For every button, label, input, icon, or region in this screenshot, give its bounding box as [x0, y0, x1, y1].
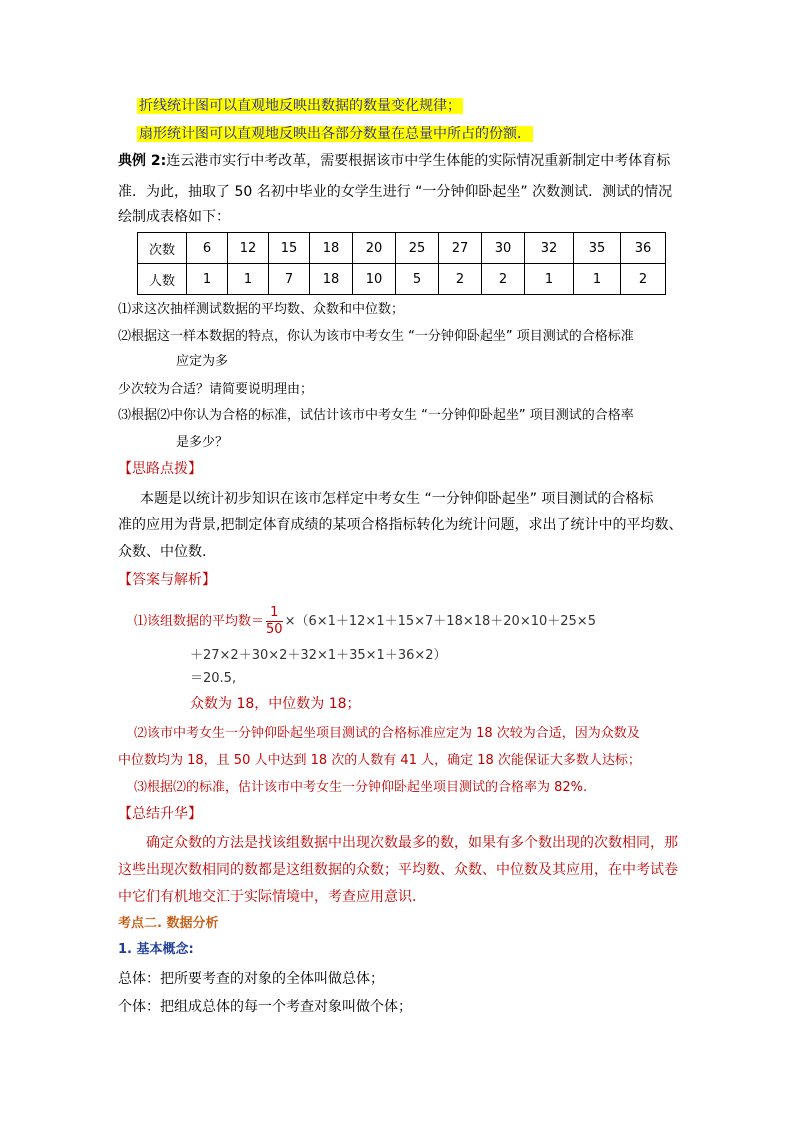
- summary-line-2: 这些出现次数相同的数都是这组数据的众数；平均数、众数、中位数及其应用，在中考试卷: [118, 862, 678, 878]
- question-3-line-2: 是多少？: [176, 435, 229, 450]
- concept-line-2: 个体：把组成总体的每一个考查对象叫做个体；: [118, 999, 412, 1015]
- table-cell: 20: [353, 233, 396, 264]
- table-row: [138, 233, 666, 264]
- table-cell: 30: [482, 233, 525, 264]
- kaodian-subtitle: 1. 基本概念:: [118, 942, 194, 957]
- kaodian-title: 考点二. 数据分析: [118, 916, 219, 931]
- highlight-line-1: 折线统计图可以直观地反映出数据的数量变化规律；: [139, 98, 461, 114]
- summary-title: 【总结升华】: [118, 806, 202, 822]
- answer-3: ⑶根据⑵的标准，估计该市中考女生一分钟仰卧起坐项目测试的合格率为 82%.: [134, 780, 588, 795]
- hint-line-1: 本题是以统计初步知识在该市怎样定中考女生 “一分钟仰卧起坐” 项目测试的合格标: [140, 491, 654, 507]
- question-1: ⑴求这次抽样测试数据的平均数、众数和中位数；: [118, 302, 405, 317]
- table-cell: 7: [269, 264, 310, 295]
- table-cell: 2: [621, 264, 666, 295]
- table-cell: 25: [396, 233, 439, 264]
- example-line-1: 典例 2:连云港市实行中考改革，需要根据该市中学生体能的实际情况重新制定中考体育标: [118, 153, 671, 169]
- data-table: [137, 232, 666, 295]
- example-line-3: 绘制成表格如下：: [118, 209, 230, 225]
- summary-line-1: 确定众数的方法是找该组数据中出现次数最多的数，如果有多个数出现的次数相同，那: [146, 835, 678, 851]
- hint-line-3: 众数、中位数.: [118, 544, 207, 560]
- table-cell: 15: [269, 233, 310, 264]
- table-cell: 27: [439, 233, 482, 264]
- question-2-line-3: 少次较为合适？请简要说明理由；: [118, 382, 314, 397]
- hint-title: 【思路点拨】: [118, 461, 202, 477]
- table-cell: 32: [525, 233, 574, 264]
- table-cell: 18: [310, 264, 353, 295]
- fraction: $\frac{1}{50}$: [266, 605, 283, 637]
- table-header-people: 人数: [138, 264, 187, 295]
- table-cell: 5: [396, 264, 439, 295]
- table-cell: 35: [574, 233, 621, 264]
- table-header-counts: 次数: [138, 233, 187, 264]
- answer-2-line-1: ⑵该市中考女生一分钟仰卧起坐项目测试的合格标准应定为 18 次较为合适，因为众数及: [134, 726, 640, 741]
- table-cell: 36: [621, 233, 666, 264]
- table-cell: 1: [228, 264, 269, 295]
- example-label: 典例 2:: [118, 153, 167, 169]
- table-cell: 6: [187, 233, 228, 264]
- answer-1-mode: 众数为 18，中位数为 18；: [190, 696, 361, 712]
- table-cell: 1: [574, 264, 621, 295]
- table-cell: 10: [353, 264, 396, 295]
- answer-title: 【答案与解析】: [118, 572, 216, 588]
- table-row: [138, 264, 666, 295]
- highlight-line-2: 扇形统计图可以直观地反映出各部分数量在总量中所占的份额．: [139, 126, 531, 142]
- hint-line-2: 准的应用为背景,把制定体育成绩的某项合格指标转化为统计问题，求出了统计中的平均数、: [118, 517, 683, 533]
- answer-1-line-2: ＋27×2＋30×2＋32×1＋35×1＋36×2）: [190, 648, 447, 663]
- table-cell: 12: [228, 233, 269, 264]
- example-line-2: 准．为此，抽取了 50 名初中毕业的女学生进行 “一分钟仰卧起坐” 次数测试．测试的情况: [118, 184, 673, 200]
- question-2-line-1: ⑵根据这一样本数据的特点，你认为该市中考女生 “一分钟仰卧起坐” 项目测试的合格标准: [118, 329, 634, 344]
- answer-1-line-1: ⑴该组数据的平均数＝ $\frac{1}{50}$ ×（6×1＋12×1＋15×7＋18×18＋20×10＋25×5: [134, 605, 596, 637]
- table-cell: 1: [525, 264, 574, 295]
- question-2-line-2: 应定为多: [176, 354, 229, 369]
- summary-line-3: 中它们有机地交汇于实际情境中，考查应用意识．: [118, 889, 426, 905]
- answer-2-line-2: 中位数均为 18，且 50 人中达到 18 次的人数有 41 人，确定 18 次能保证大多数人达标；: [118, 753, 641, 768]
- answer-1-line-3: ＝20.5,: [190, 671, 237, 686]
- table-cell: 2: [439, 264, 482, 295]
- table-cell: 18: [310, 233, 353, 264]
- table-cell: 1: [187, 264, 228, 295]
- concept-line-1: 总体：把所要考查的对象的全体叫做总体；: [118, 971, 384, 987]
- table-cell: 2: [482, 264, 525, 295]
- question-3-line-1: ⑶根据⑵中你认为合格的标准，试估计该市中考女生 “一分钟仰卧起坐” 项目测试的合格率: [118, 408, 634, 423]
